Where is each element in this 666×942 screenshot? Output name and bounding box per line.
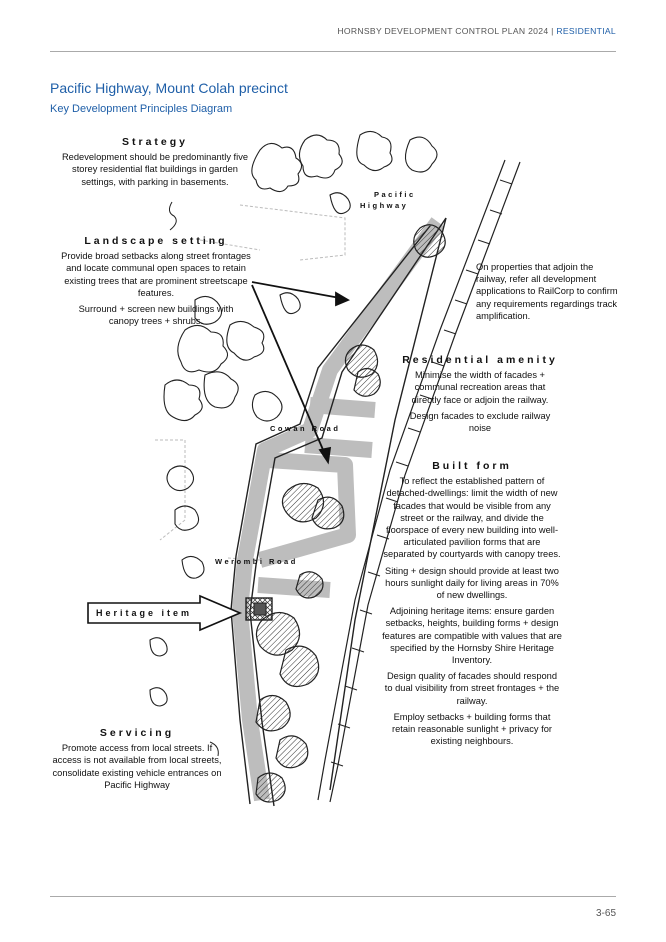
note-builtform-p2: Siting + design should provide at least two hours sunlight daily for living areas in 70% of new dwellings.: [385, 565, 559, 601]
note-builtform-p5: Employ setbacks + building forms that retain reasonable sunlight + privacy for existing neighbours.: [392, 711, 552, 747]
note-servicing: [52, 727, 222, 795]
note-amenity-p2: Design facades to exclude railway noise: [409, 410, 551, 434]
note-landscape: [55, 235, 257, 331]
note-railcorp: [476, 261, 618, 326]
note-landscape-p2: Surround + screen new buildings with canopy trees + shrubs.: [78, 304, 234, 327]
label-pacific: Pacific: [374, 190, 416, 199]
note-residential-amenity: [400, 354, 560, 438]
note-amenity-heading: Residential amenity: [402, 354, 558, 366]
note-landscape-heading: Landscape setting: [84, 235, 228, 247]
note-strategy: [55, 136, 255, 192]
note-servicing-heading: Servicing: [99, 727, 175, 739]
note-builtform-p1: To reflect the established pattern of detached-dwellings: limit the width of new facades that would be visible from any street or the railway, and divide the floorspace of every new building into well-articulated pavilion forms that are separated by courtyards with canopy trees.: [383, 476, 561, 560]
note-railcorp-text: On properties that adjoin the railway, refer all development applications to RailCorp to confirm any requirements regardings track amplification.: [476, 262, 618, 321]
note-builtform-p4: Design quality of facades should respond to dual visibility from street frontages + the railway.: [384, 671, 560, 706]
label-highway: Highway: [360, 201, 409, 210]
footer-rule: [50, 896, 616, 897]
heritage-building: [254, 603, 266, 615]
header-separator: |: [548, 26, 557, 36]
note-built-form: [382, 460, 562, 751]
note-builtform-p3: Adjoining heritage items: ensure garden setbacks, heights, building forms + design features are compatible with values that are specified by the Hornsby Shire Heritage Inventory.: [382, 606, 562, 666]
label-cowan-road: Cowan Road: [270, 424, 341, 433]
note-landscape-p1: Provide broad setbacks along street frontages and locate communal open spaces to retain existing trees that are prominent streetscape features.: [61, 251, 251, 298]
note-amenity-p1: Minimise the width of facades + communal recreation areas that directly face or adjoin the railway.: [411, 370, 549, 405]
label-werombi-road: Werombi Road: [215, 557, 298, 566]
page-subtitle: Key Development Principles Diagram: [50, 103, 233, 115]
page-number: 3-65: [595, 908, 616, 919]
note-builtform-heading: Built form: [432, 460, 512, 472]
header-section: RESIDENTIAL: [556, 26, 616, 36]
note-strategy-text: Redevelopment should be predominantly five storey residential flat buildings in garden settings, with parking in basements.: [61, 152, 249, 187]
label-heritage-item: Heritage item: [96, 608, 193, 618]
header-doc-title: HORNSBY DEVELOPMENT CONTROL PLAN 2024: [337, 26, 549, 36]
page-title: Pacific Highway, Mount Colah precinct: [50, 80, 288, 96]
note-strategy-heading: Strategy: [121, 136, 188, 148]
note-servicing-text: Promote access from local streets. If access is not available from local streets, consolidate existing vehicle entrances on Pacific Highway: [52, 743, 222, 790]
